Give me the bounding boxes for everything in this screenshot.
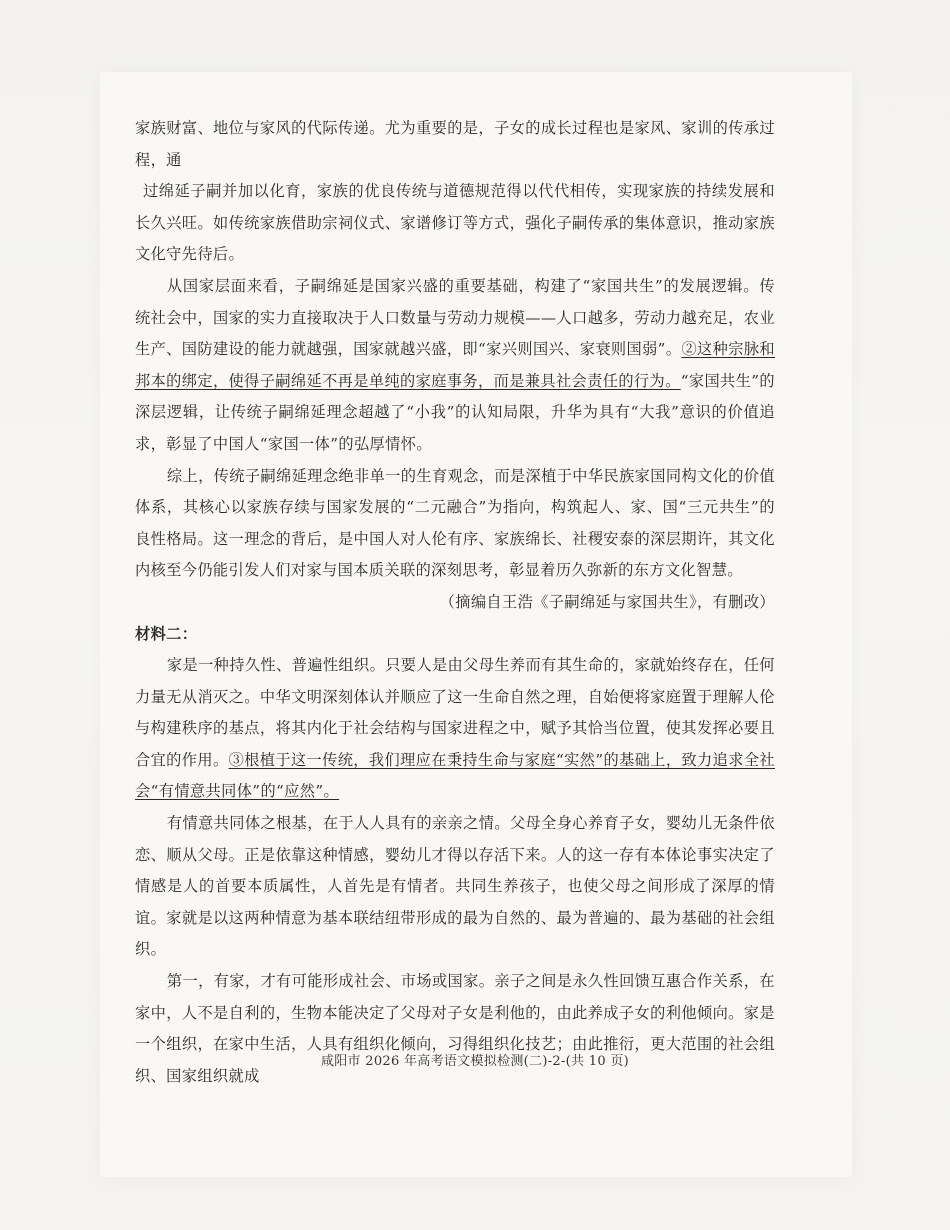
paragraph-text: 过绵延子嗣并加以化育，家族的优良传统与道德规范得以代代相传，实现家族的持续发展和长久兴旺。如传统家族借助宗祠仪式、家谱修订等方式，强化子嗣传承的集体意识，推动家族文化守先待后。 (135, 182, 775, 264)
paragraph-state-level (135, 271, 775, 461)
paragraph-family-heritage (135, 113, 775, 271)
paragraph-family-organization (135, 650, 775, 808)
paragraph-affection-root: 有情意共同体之根基，在于人人具有的亲亲之情。父母全身心养育子女，婴幼儿无条件依恋、顺从父母。正是依靠这种情感，婴幼儿才得以存活下来。人的这一存有本体论事实决定了情感是人的首要本质属性，人首先是有情者。共同生养孩子，也使父母之间形成了深厚的情谊。家就是以这两种情意为基本联结纽带形成的最为自然的、最为普遍的、最为基础的社会组织。 (135, 814, 775, 959)
paragraph-text: “家国共生”的深层逻辑，让传统子嗣绵延理念超越了“小我”的认知局限，升华为具有“大我”意识的价值追求，彰显了中国人“家国一体”的弘厚情怀。 (135, 371, 775, 453)
page-footer: 咸阳市 2026 年高考语文模拟检测(二)-2-(共 10 页) (320, 1054, 630, 1069)
paragraph-text: 从国家层面来看，子嗣绵延是国家兴盛的重要基础，构建了“家国共生”的发展逻辑。传统社会中，国家的实力直接取决于人口数量与劳动力规模——人口越多，劳动力越充足，农业生产、国防建设的能力就越强，国家就越兴盛，即“家兴则国兴、家衰则国弱”。 (135, 276, 775, 359)
paragraph-line: 家族财富、地位与家风的代际传递。尤为重要的是，子女的成长过程也是家风、家训的传承过程，通 (135, 119, 775, 169)
paragraph-first-point: 第一，有家，才有可能形成社会、市场或国家。亲子之间是永久性回馈互惠合作关系，在家中，人不是自利的，生物本能决定了父母对子女是利他的，由此养成子女的利他倾向。家是一个组织，在家中生活，人具有组织化倾向，习得组织化技艺；由此推衍，更大范围的社会组织、国家组织就成 (135, 972, 775, 1085)
material-heading: 材料二： (135, 624, 198, 643)
underlined-sentence-2: ②这种宗脉和邦本的绑定，使得子嗣绵延不再是单纯的家庭事务，而是兼具社会责任的行为。 (135, 340, 775, 390)
passage-body (135, 113, 775, 1092)
paragraph-conclusion: 综上，传统子嗣绵延理念绝非单一的生育观念，而是深植于中华民族家国同构文化的价值体系，其核心以家族存续与国家发展的“二元融合”为指向，构筑起人、家、国“三元共生”的良性格局。这一理念的背后，是中国人对人伦有序、家族绵长、社稷安泰的深层期许，其文化内核至今仍能引发人们对家与国本质关联的深刻思考，彰显着历久弥新的东方文化智慧。 (135, 466, 775, 580)
underlined-sentence-3: ③根植于这一传统，我们理应在秉持生命与家庭“实然”的基础上，致力追求全社会“有情意共同体”的“应然”。 (135, 750, 775, 801)
paragraph-text: 家是一种持久性、普遍性组织。只要人是由父母生养而有其生命的，家就始终存在，任何力量无从消灭之。中华文明深刻体认并顺应了这一生命自然之理，自始便将家庭置于理解人伦与构建秩序的基点，将其内化于社会结构与国家进程之中，赋予其恰当位置，使其发挥必要且合宜的作用。 (135, 656, 775, 769)
source-citation: （摘编自王浩《子嗣绵延与家国共生》，有删改） (439, 592, 775, 611)
